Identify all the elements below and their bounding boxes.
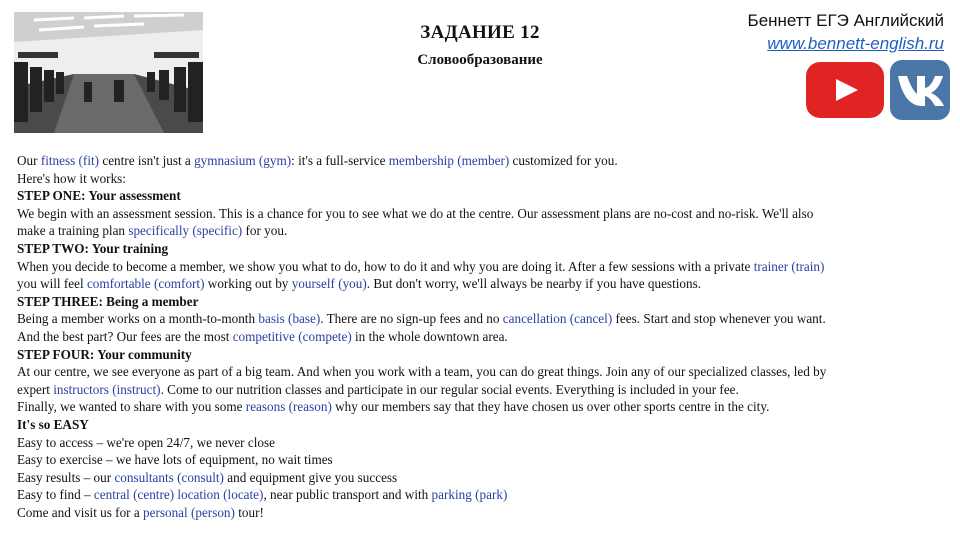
text-line: expert instructors (instruct). Come to our nutrition classes and participate in our regular social events. Everything is included in your fee. <box>17 381 739 397</box>
answer-word: central (centre) <box>93 487 175 503</box>
section-heading: STEP TWO: Your training <box>17 240 169 256</box>
answer-word: personal (person) <box>143 504 235 520</box>
text-line: Being a member works on a month-to-month basis (base). There are no sign-up fees and no cancellation (cancel) fees. Start and stop whenever you want. <box>17 311 826 327</box>
section-heading: STEP THREE: Being a member <box>17 293 199 309</box>
answer-word: comfortable (comfort) <box>86 276 205 292</box>
text-line: At our centre, we see everyone as part of a big team. And when you work with a team, you can do great things. Join any of our specialized classes, led by <box>17 364 827 380</box>
heading <box>380 22 580 69</box>
answer-word: fitness (fit) <box>40 153 100 168</box>
section-heading: It's so EASY <box>17 416 89 432</box>
text-line: Easy results – our consultants (consult) and equipment give you success <box>17 469 398 485</box>
page-subtitle: Словообразование <box>417 52 543 68</box>
text-line: you will feel comfortable (comfort) working out by yourself (you). But don't worry, we'll always be nearby if you have questions. <box>17 276 702 292</box>
answer-word: specifically (specific) <box>128 223 243 239</box>
brand-link[interactable]: www.bennett-english.ru <box>767 34 944 53</box>
answer-word: trainer (train) <box>753 258 825 274</box>
gym-photo <box>14 12 203 133</box>
text-line: Easy to access – we're open 24/7, we never close <box>17 434 275 450</box>
answer-word: basis (base) <box>258 311 321 327</box>
text-line: Our fitness (fit) centre isn't just a gymnasium (gym): it's a full-service membership (member) customized for you. <box>17 153 618 168</box>
answer-word: cancellation (cancel) <box>502 311 613 327</box>
text-line: Finally, we wanted to share with you some reasons (reason) why our members say that they have chosen us over other sports centre in the city. <box>17 399 770 415</box>
youtube-icon[interactable] <box>806 62 884 118</box>
brand-block <box>748 11 944 54</box>
text-line: make a training plan specifically (specific) for you. <box>17 223 288 239</box>
task-text <box>17 152 947 521</box>
answer-word: location (locate) <box>177 487 264 503</box>
answer-word: yourself (you) <box>291 276 367 292</box>
text-line: Easy to exercise – we have lots of equipment, no wait times <box>17 452 333 468</box>
page-title: ЗАДАНИЕ 12 <box>420 22 540 43</box>
answer-word: instructors (instruct) <box>53 381 161 397</box>
answer-word: membership (member) <box>388 153 510 168</box>
text-line: We begin with an assessment session. This is a chance for you to see what we do at the centre. Our assessment plans are no-cost and no-risk. We'll also <box>17 205 814 221</box>
section-heading: STEP ONE: Your assessment <box>17 188 181 204</box>
section-heading: STEP FOUR: Your community <box>17 346 192 362</box>
answer-word: gymnasium (gym) <box>194 153 292 168</box>
answer-word: consultants (consult) <box>114 469 224 485</box>
text-line: Come and visit us for a personal (person) tour! <box>17 504 264 520</box>
vk-icon[interactable] <box>890 60 950 120</box>
text-line: Here's how it works: <box>17 170 126 186</box>
brand-name: Беннетт ЕГЭ Английский <box>747 11 944 30</box>
text-line: When you decide to become a member, we show you what to do, how to do it and why you are doing it. After a few sessions with a private trainer (train) <box>17 258 825 274</box>
answer-word: competitive (compete) <box>232 328 352 344</box>
text-line: Easy to find – central (centre) location (locate), near public transport and with parking (park) <box>17 487 508 503</box>
answer-word: parking (park) <box>431 487 508 503</box>
answer-word: reasons (reason) <box>245 399 332 415</box>
text-line: And the best part? Our fees are the most competitive (compete) in the whole downtown area. <box>17 328 508 344</box>
